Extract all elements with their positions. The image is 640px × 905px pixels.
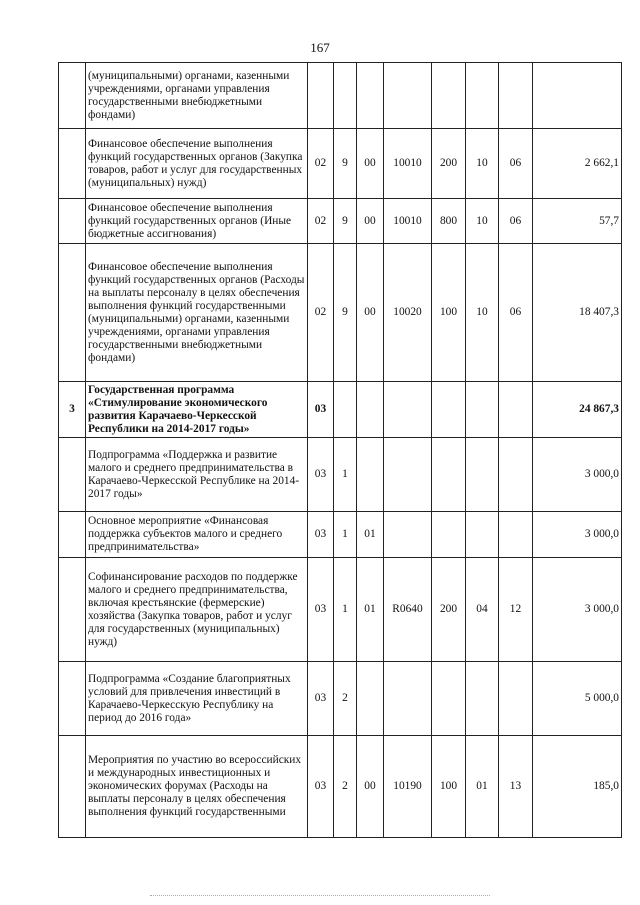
code-cell-c1: 03 xyxy=(308,512,334,558)
amount-cell: 57,7 xyxy=(533,199,622,244)
description-cell: Финансовое обеспечение выполнения функций государственных органов (Закупка товаров, работ и услуг для государственных (муниципальных) нужд) xyxy=(86,129,308,199)
description-cell: Финансовое обеспечение выполнения функций государственных органов (Расходы на выплаты персоналу в целях обеспечения выполнения функций государственными (муниципальными) органами, казенными учреждениями, органами управления государственными внебюджетными фондами) xyxy=(86,244,308,382)
code-cell-c6: 10 xyxy=(466,244,499,382)
description-cell: Подпрограмма «Поддержка и развитие малого и среднего предпринимательства в Карачаево-Черкесской Республике на 2014-2017 годы» xyxy=(86,438,308,512)
row-number-cell xyxy=(59,199,86,244)
code-cell-c4 xyxy=(384,63,432,129)
code-cell-c2 xyxy=(334,63,357,129)
code-cell-c1: 03 xyxy=(308,438,334,512)
code-cell-c6 xyxy=(466,662,499,736)
table-row xyxy=(59,244,622,382)
code-cell-c3: 01 xyxy=(357,512,384,558)
code-cell-c6: 10 xyxy=(466,129,499,199)
code-cell-c7: 13 xyxy=(499,736,533,838)
code-cell-c1: 02 xyxy=(308,199,334,244)
table-row xyxy=(59,438,622,512)
code-cell-c2: 1 xyxy=(334,558,357,662)
amount-cell: 18 407,3 xyxy=(533,244,622,382)
code-cell-c4 xyxy=(384,662,432,736)
code-cell-c7: 12 xyxy=(499,558,533,662)
code-cell-c2: 1 xyxy=(334,512,357,558)
description-cell: (муниципальными) органами, казенными учреждениями, органами управления государственными внебюджетными фондами) xyxy=(86,63,308,129)
code-cell-c2: 9 xyxy=(334,244,357,382)
code-cell-c7 xyxy=(499,662,533,736)
code-cell-c1: 02 xyxy=(308,129,334,199)
table-row xyxy=(59,662,622,736)
code-cell-c3: 00 xyxy=(357,244,384,382)
row-number-cell xyxy=(59,438,86,512)
row-number-cell xyxy=(59,244,86,382)
code-cell-c6: 04 xyxy=(466,558,499,662)
page-number: 167 xyxy=(310,40,330,55)
code-cell-c1 xyxy=(308,63,334,129)
code-cell-c6 xyxy=(466,512,499,558)
code-cell-c7 xyxy=(499,512,533,558)
description-cell: Мероприятия по участию во всероссийских и международных инвестиционных и экономических форумах (Расходы на выплаты персоналу в целях обеспечения выполнения функций государственными xyxy=(86,736,308,838)
amount-cell: 2 662,1 xyxy=(533,129,622,199)
code-cell-c5: 200 xyxy=(432,558,466,662)
code-cell-c1: 03 xyxy=(308,382,334,438)
code-cell-c2: 2 xyxy=(334,736,357,838)
code-cell-c3 xyxy=(357,382,384,438)
code-cell-c7 xyxy=(499,438,533,512)
code-cell-c4: R0640 xyxy=(384,558,432,662)
amount-cell: 3 000,0 xyxy=(533,512,622,558)
code-cell-c5 xyxy=(432,438,466,512)
code-cell-c3: 01 xyxy=(357,558,384,662)
code-cell-c4: 10010 xyxy=(384,199,432,244)
code-cell-c3 xyxy=(357,662,384,736)
code-cell-c2 xyxy=(334,382,357,438)
code-cell-c4 xyxy=(384,382,432,438)
code-cell-c2: 9 xyxy=(334,199,357,244)
code-cell-c7 xyxy=(499,382,533,438)
code-cell-c1: 03 xyxy=(308,558,334,662)
code-cell-c3: 00 xyxy=(357,129,384,199)
code-cell-c7 xyxy=(499,63,533,129)
row-number-cell xyxy=(59,662,86,736)
scan-artifact-line xyxy=(150,895,490,897)
code-cell-c6 xyxy=(466,438,499,512)
code-cell-c3 xyxy=(357,438,384,512)
code-cell-c4: 10190 xyxy=(384,736,432,838)
row-number-cell xyxy=(59,558,86,662)
table-body xyxy=(59,63,622,838)
description-cell: Подпрограмма «Создание благоприятных условий для привлечения инвестиций в Карачаево-Черкесскую Республику на период до 2016 года» xyxy=(86,662,308,736)
code-cell-c1: 02 xyxy=(308,244,334,382)
code-cell-c4 xyxy=(384,438,432,512)
row-number-cell xyxy=(59,129,86,199)
code-cell-c1: 03 xyxy=(308,736,334,838)
code-cell-c7: 06 xyxy=(499,244,533,382)
description-cell: Финансовое обеспечение выполнения функций государственных органов (Иные бюджетные ассигнования) xyxy=(86,199,308,244)
row-number-cell xyxy=(59,736,86,838)
code-cell-c5: 800 xyxy=(432,199,466,244)
code-cell-c7: 06 xyxy=(499,199,533,244)
table-row xyxy=(59,382,622,438)
code-cell-c5: 100 xyxy=(432,244,466,382)
code-cell-c4: 10020 xyxy=(384,244,432,382)
code-cell-c5 xyxy=(432,63,466,129)
row-number-cell xyxy=(59,512,86,558)
code-cell-c6 xyxy=(466,63,499,129)
amount-cell: 5 000,0 xyxy=(533,662,622,736)
table-row xyxy=(59,63,622,129)
amount-cell: 3 000,0 xyxy=(533,438,622,512)
table-row xyxy=(59,736,622,838)
amount-cell: 3 000,0 xyxy=(533,558,622,662)
description-cell: Софинансирование расходов по поддержке малого и среднего предпринимательства, включая крестьянские (фермерские) хозяйства (Закупка товаров, работ и услуг для государственных (муниципальных) нужд) xyxy=(86,558,308,662)
code-cell-c5 xyxy=(432,512,466,558)
code-cell-c5 xyxy=(432,662,466,736)
code-cell-c4 xyxy=(384,512,432,558)
code-cell-c6: 10 xyxy=(466,199,499,244)
code-cell-c3 xyxy=(357,63,384,129)
code-cell-c4: 10010 xyxy=(384,129,432,199)
code-cell-c2: 9 xyxy=(334,129,357,199)
code-cell-c5: 200 xyxy=(432,129,466,199)
code-cell-c2: 2 xyxy=(334,662,357,736)
description-cell: Основное мероприятие «Финансовая поддержка субъектов малого и среднего предпринимательства» xyxy=(86,512,308,558)
description-cell: Государственная программа «Стимулирование экономического развития Карачаево-Черкесской Республики на 2014-2017 годы» xyxy=(86,382,308,438)
row-number-cell xyxy=(59,63,86,129)
table-row xyxy=(59,558,622,662)
row-number-cell: 3 xyxy=(59,382,86,438)
code-cell-c3: 00 xyxy=(357,736,384,838)
code-cell-c6: 01 xyxy=(466,736,499,838)
code-cell-c3: 00 xyxy=(357,199,384,244)
table-row xyxy=(59,199,622,244)
code-cell-c6 xyxy=(466,382,499,438)
code-cell-c2: 1 xyxy=(334,438,357,512)
amount-cell: 24 867,3 xyxy=(533,382,622,438)
code-cell-c7: 06 xyxy=(499,129,533,199)
budget-table xyxy=(58,62,622,838)
table-row xyxy=(59,129,622,199)
amount-cell: 185,0 xyxy=(533,736,622,838)
code-cell-c1: 03 xyxy=(308,662,334,736)
code-cell-c5 xyxy=(432,382,466,438)
code-cell-c5: 100 xyxy=(432,736,466,838)
table-row xyxy=(59,512,622,558)
amount-cell xyxy=(533,63,622,129)
